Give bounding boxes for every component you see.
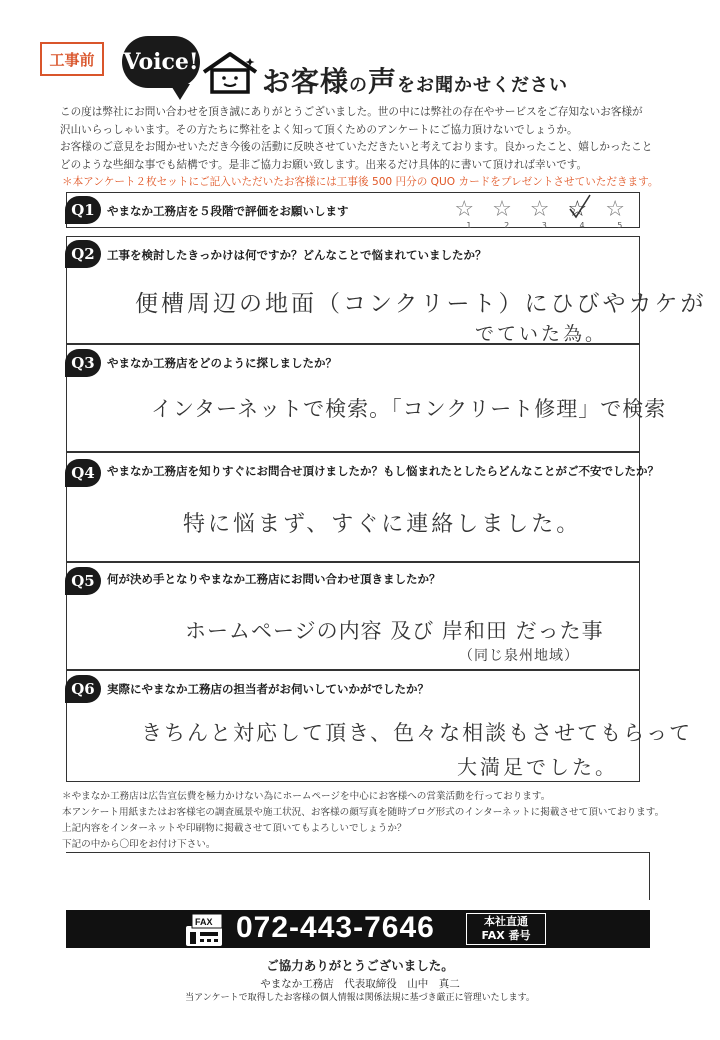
q5-tag: Q5 bbox=[65, 567, 101, 595]
q1-tag: Q1 bbox=[65, 196, 101, 224]
star-number: 2 bbox=[504, 221, 510, 230]
q2-answer: 便槽周辺の地面（コンクリート）にひびやカケが bbox=[135, 291, 707, 317]
privacy-note: 当アンケートで取得したお客様の個人情報は関係法規に基づき厳正に管理いたします。 bbox=[185, 993, 535, 1003]
fax-label-line1: 本社直通 bbox=[484, 915, 528, 928]
company-name: やまなか工務店 代表取締役 山中 真二 bbox=[260, 978, 460, 990]
star-icon[interactable]: ☆ 2 bbox=[492, 199, 512, 221]
voice-speech-bubble bbox=[122, 36, 200, 88]
star-number: 3 bbox=[541, 221, 547, 230]
house-icon bbox=[200, 50, 260, 94]
page-title bbox=[262, 60, 568, 100]
q6-answer: きちんと対応して頂き、色々な相談もさせてもらって bbox=[141, 721, 693, 745]
title-customer: お客様 bbox=[262, 65, 350, 98]
consent-choice-area[interactable] bbox=[66, 852, 650, 900]
footer-note-1: ＊やまなか工務店は広告宣伝費を極力かけない為にホームページを中心にお客様への営業活動を行っております。 bbox=[62, 791, 551, 802]
checkmark-icon bbox=[566, 193, 592, 223]
title-no: の bbox=[349, 75, 369, 96]
q5-text: 何が決め手となりやまなか工務店にお問い合わせ頂きましたか？ bbox=[107, 572, 441, 586]
footer-note-2: 本アンケート用紙またはお客様宅の調査風景や施工状況、お客様の顔写真を随時ブログ形式のインターネットに掲載させて頂いております。 bbox=[62, 807, 665, 818]
question-box-q3 bbox=[66, 344, 667, 452]
intro-text: この度は弊社にお問い合わせを頂き誠にありがとうございました。世の中には弊社の存在やサービスをご存知ないお客様が 沢山いらっしゃいます。その方たちに弊社をよく知って頂くためのアンケートにご協力頂けないでしょうか。 お客様のご意見をお聞かせいただき今後の活動に反映させていただきたいと考えております。良かったこと、嬉しかったこと どのような些細な事でも結構です。是非ご協力お願い致します。出来るだけ具体的に書いて頂ければ幸いです。 bbox=[60, 106, 653, 171]
star-number: 4 bbox=[579, 221, 585, 230]
footer-note-4: 下記の中から〇印をお付け下さい。 bbox=[62, 839, 216, 850]
q3-text: やまなか工務店をどのように探しましたか？ bbox=[107, 356, 337, 370]
q3-tag: Q3 bbox=[65, 349, 101, 377]
thanks-text: ご協力ありがとうございました。 bbox=[266, 958, 454, 973]
fax-machine-icon bbox=[184, 912, 224, 948]
star-number: 5 bbox=[617, 221, 623, 230]
star-icon-selected[interactable]: ☆ 4 bbox=[568, 199, 588, 221]
q4-answer: 特に悩まず、すぐに連絡しました。 bbox=[183, 512, 582, 537]
fax-label bbox=[466, 913, 546, 945]
before-construction-badge: 工事前 bbox=[40, 42, 104, 76]
title-voice: 声 bbox=[368, 65, 398, 98]
rating-stars[interactable] bbox=[454, 197, 625, 230]
star-icon[interactable]: ☆ 5 bbox=[605, 199, 625, 221]
question-box-q1 bbox=[66, 192, 640, 228]
quo-card-note: ＊本アンケート２枚セットにご記入いただいたお客様には工事後 500 円分の QUO カードをプレゼントさせていただきます。 bbox=[62, 176, 659, 188]
voice-label: Voice! bbox=[123, 49, 199, 75]
fax-label-line2: FAX 番号 bbox=[481, 929, 531, 942]
star-icon[interactable]: ☆ 1 bbox=[454, 199, 474, 221]
question-box-q4 bbox=[66, 452, 659, 562]
question-box-q2 bbox=[66, 236, 707, 345]
title-request: をお聞かせください bbox=[397, 75, 569, 96]
star-icon[interactable]: ☆ 3 bbox=[530, 199, 550, 221]
q6-tag: Q6 bbox=[65, 675, 101, 703]
q2-answer-line2: でていた為。 bbox=[475, 323, 608, 345]
q5-answer-line2: （同じ泉州地域） bbox=[459, 648, 579, 664]
q6-text: 実際にやまなか工務店の担当者がお伺いしていかがでしたか？ bbox=[107, 682, 429, 696]
q2-text: 工事を検討したきっかけは何ですか？どんなことで悩まれていましたか？ bbox=[107, 248, 487, 262]
fax-number[interactable]: 072-443-7646 bbox=[236, 911, 435, 944]
q4-text: やまなか工務店を知りすぐにお問合せ頂けましたか？もし悩まれたとしたらどんなことがご不安でしたか？ bbox=[107, 464, 659, 478]
star-number: 1 bbox=[466, 221, 472, 230]
question-box-q5 bbox=[66, 562, 640, 670]
q5-answer: ホームページの内容 及び 岸和田 だった事 bbox=[185, 619, 604, 643]
q2-tag: Q2 bbox=[65, 240, 101, 268]
footer-note-3: 上記内容をインターネットや印刷物に掲載させて頂いてもよろしいでしょうか？ bbox=[62, 823, 407, 834]
fax-icon-text: FAX bbox=[195, 917, 213, 927]
q6-answer-line2: 大満足でした。 bbox=[457, 755, 618, 779]
question-box-q6 bbox=[66, 670, 693, 782]
q1-text: やまなか工務店を５段階で評価をお願いします bbox=[107, 204, 349, 218]
q4-tag: Q4 bbox=[65, 459, 101, 487]
q3-answer: インターネットで検索。「コンクリート修理」で検索 bbox=[151, 397, 667, 421]
